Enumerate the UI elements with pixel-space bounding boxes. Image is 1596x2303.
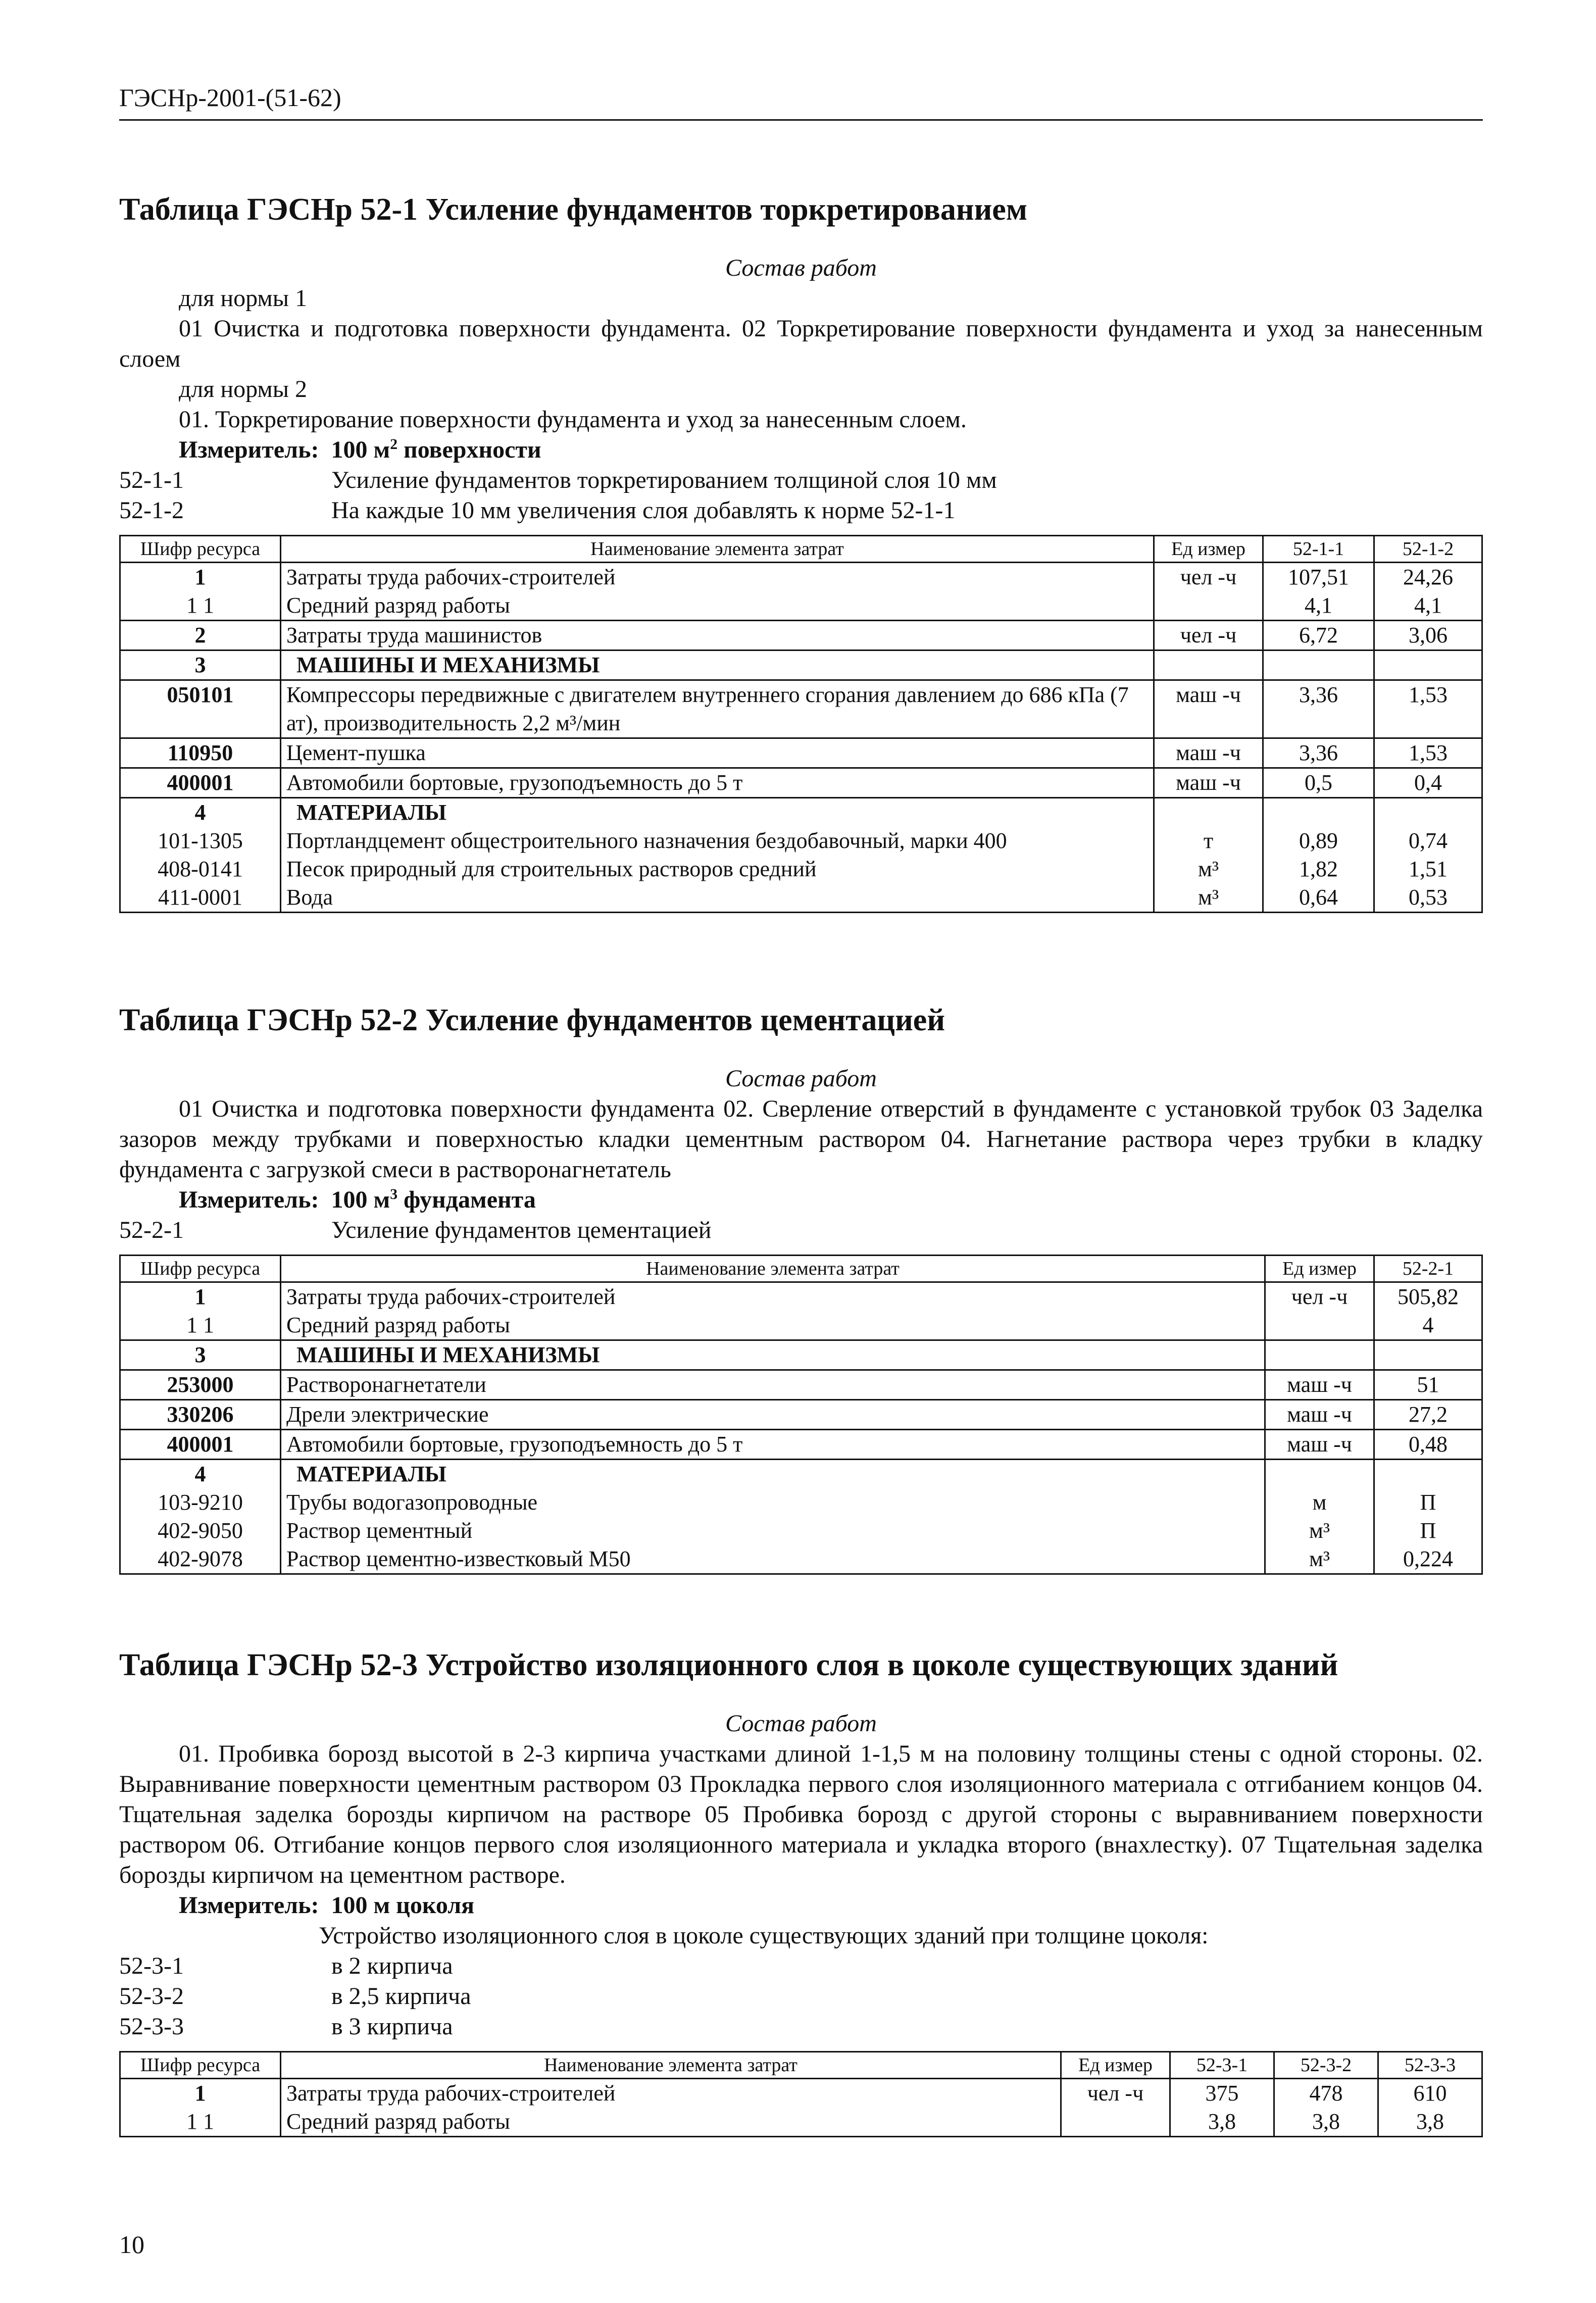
cell-value: 3,8 xyxy=(1378,2108,1482,2137)
norm-row xyxy=(119,1951,1483,1981)
cell-name: Дрели электрические xyxy=(281,1400,1265,1430)
cell-name: Средний разряд работы xyxy=(281,1311,1265,1340)
col-name-header: Наименование элемента затрат xyxy=(281,536,1154,563)
measure-label: Измеритель: xyxy=(179,1186,319,1214)
cell-name: МАТЕРИАЛЫ xyxy=(281,798,1154,827)
cell-name: МАТЕРИАЛЫ xyxy=(281,1460,1265,1489)
cell-code: 402-9050 xyxy=(120,1517,281,1545)
cell-code: 1 xyxy=(120,2079,281,2108)
measure-value: 100 м xyxy=(331,1186,390,1214)
cell-value: 0,4 xyxy=(1374,768,1482,798)
col-norm-header: 52-2-1 xyxy=(1374,1256,1482,1282)
cell-name: Средний разряд работы xyxy=(281,591,1154,621)
cell-code: 101-1305 xyxy=(120,827,281,855)
cell-value: 0,48 xyxy=(1374,1430,1482,1460)
cell-code: 050101 xyxy=(120,680,281,738)
table-row xyxy=(120,621,1482,650)
norm-name: Усиление фундаментов торкретированием толщиной слоя 10 мм xyxy=(331,467,997,494)
col-unit-header: Ед измер xyxy=(1061,2052,1170,2079)
section-52-1 xyxy=(119,192,1483,913)
col-norm-header: 52-3-1 xyxy=(1170,2052,1274,2079)
cell-unit xyxy=(1265,1340,1374,1370)
cell-unit: маш -ч xyxy=(1265,1370,1374,1400)
measure-exponent: 2 xyxy=(390,436,398,453)
cell-value xyxy=(1263,650,1374,680)
work-composition-heading: Состав работ xyxy=(725,255,877,282)
cell-name: Трубы водогазопроводные xyxy=(281,1488,1265,1517)
cell-name: Цемент-пушка xyxy=(281,738,1154,768)
cell-value: 4 xyxy=(1374,1311,1482,1340)
table-row xyxy=(120,768,1482,798)
measure-value: 100 м xyxy=(331,436,390,464)
cell-name: Автомобили бортовые, грузоподъемность до 5 т xyxy=(281,1430,1265,1460)
cell-name: Затраты труда рабочих-строителей xyxy=(281,2079,1061,2108)
norm-code: 52-3-2 xyxy=(119,1983,184,2010)
header-rule xyxy=(119,119,1483,121)
table-body xyxy=(120,2079,1482,2137)
cell-name: Затраты труда машинистов xyxy=(281,621,1154,650)
cell-value: 1,53 xyxy=(1374,738,1482,768)
cell-unit: маш -ч xyxy=(1265,1400,1374,1430)
col-norm-header: 52-1-1 xyxy=(1263,536,1374,563)
running-head: ГЭСНр-2001-(51-62) xyxy=(119,83,341,112)
cell-value: 107,51 xyxy=(1263,563,1374,592)
table-row xyxy=(120,1545,1482,1574)
norm-name: в 3 кирпича xyxy=(331,2013,453,2040)
measure-object: поверхности xyxy=(404,436,541,464)
cell-code: 408-0141 xyxy=(120,855,281,883)
norm-list xyxy=(119,465,1483,526)
cell-value: 51 xyxy=(1374,1370,1482,1400)
cell-value: 24,26 xyxy=(1374,563,1482,592)
norm-row xyxy=(119,2012,1483,2042)
cell-code: 411-0001 xyxy=(120,883,281,913)
cell-name: МАШИНЫ И МЕХАНИЗМЫ xyxy=(281,650,1154,680)
paragraph: 01 Очистка и подготовка поверхности фундамента. 02 Торкретирование поверхности фундамента и уход за нанесенным слоем xyxy=(119,315,1483,373)
cell-name: МАШИНЫ И МЕХАНИЗМЫ xyxy=(281,1340,1265,1370)
cell-code: 2 xyxy=(120,621,281,650)
cell-value: 0,224 xyxy=(1374,1545,1482,1574)
cell-code: 253000 xyxy=(120,1370,281,1400)
measure-label: Измеритель: xyxy=(179,436,319,464)
cell-code: 1 1 xyxy=(120,1311,281,1340)
table-header-row xyxy=(120,1256,1482,1282)
cell-value: 0,89 xyxy=(1263,827,1374,855)
col-code-header: Шифр ресурса xyxy=(120,1256,281,1282)
norm-code: 52-3-3 xyxy=(119,2013,184,2040)
measure-label: Измеритель: xyxy=(179,1892,319,1919)
norm-intro: Устройство изоляционного слоя в цоколе существующих зданий при толщине цоколя: xyxy=(319,1922,1209,1949)
table-row xyxy=(120,798,1482,827)
cell-value xyxy=(1374,798,1482,827)
cell-value: 3,8 xyxy=(1274,2108,1378,2137)
cell-code: 110950 xyxy=(120,738,281,768)
norm-code: 52-2-1 xyxy=(119,1217,184,1244)
cell-name: Компрессоры передвижные с двигателем внутреннего сгорания давлением до 686 кПа (7 ат), производительность 2,2 м³/мин xyxy=(281,680,1154,738)
col-name-header: Наименование элемента затрат xyxy=(281,2052,1061,2079)
norm-name: в 2,5 кирпича xyxy=(331,1983,471,2010)
cell-value: 1,82 xyxy=(1263,855,1374,883)
norm-list xyxy=(119,1951,1483,2042)
cell-unit xyxy=(1265,1460,1374,1489)
paragraph: 01. Торкретирование поверхности фундамента и уход за нанесенным слоем. xyxy=(179,406,967,433)
cell-name: Затраты труда рабочих-строителей xyxy=(281,1282,1265,1312)
cell-unit: м³ xyxy=(1265,1517,1374,1545)
norm-code: 52-1-1 xyxy=(119,467,184,494)
cell-value: 478 xyxy=(1274,2079,1378,2108)
resource-table xyxy=(119,1255,1483,1575)
cell-value: 3,36 xyxy=(1263,680,1374,738)
table-row xyxy=(120,591,1482,621)
cell-unit: т xyxy=(1154,827,1263,855)
table-row xyxy=(120,2079,1482,2108)
col-norm-header: 52-3-3 xyxy=(1378,2052,1482,2079)
cell-name: Песок природный для строительных растворов средний xyxy=(281,855,1154,883)
table-row xyxy=(120,1282,1482,1312)
cell-unit: чел -ч xyxy=(1061,2079,1170,2108)
cell-value: 6,72 xyxy=(1263,621,1374,650)
cell-value: 4,1 xyxy=(1374,591,1482,621)
cell-unit: маш -ч xyxy=(1154,738,1263,768)
table-row xyxy=(120,563,1482,592)
cell-value: 0,5 xyxy=(1263,768,1374,798)
table-row xyxy=(120,650,1482,680)
cell-name: Автомобили бортовые, грузоподъемность до 5 т xyxy=(281,768,1154,798)
cell-unit: маш -ч xyxy=(1265,1430,1374,1460)
cell-value: 505,82 xyxy=(1374,1282,1482,1312)
measure-object: фундамента xyxy=(404,1186,536,1214)
cell-value: 0,64 xyxy=(1263,883,1374,913)
paragraph: 01. Пробивка борозд высотой в 2-3 кирпича участками длиной 1-1,5 м на половину толщины стены с одной стороны. 02. Выравнивание поверхности цементным раствором 03 Прокладка первого слоя изоляционного материала с отгибанием концов 04. Тщательная заделка борозды кирпичом на растворе 05 Пробивка борозд с другой стороны с выравниванием поверхности раствором 06. Отгибание концов первого слоя изоляционного материала и укладка второго (внахлестку). 07 Тщательная заделка борозды кирпичом на цементном растворе. xyxy=(119,1740,1483,1889)
norm-code: 52-1-2 xyxy=(119,497,184,524)
paragraph: 01 Очистка и подготовка поверхности фундамента 02. Сверление отверстий в фундаменте с установкой трубок 03 Заделка зазоров между трубками и поверхностью кладки цементным раствором 04. Нагнетание раствора через трубки в кладку фундамента с загрузкой смеси в растворонагнетатель xyxy=(119,1095,1483,1183)
cell-unit xyxy=(1061,2108,1170,2137)
cell-value: 3,8 xyxy=(1170,2108,1274,2137)
cell-unit: м³ xyxy=(1265,1545,1374,1574)
cell-unit: маш -ч xyxy=(1154,768,1263,798)
cell-value: 0,74 xyxy=(1374,827,1482,855)
cell-code: 402-9078 xyxy=(120,1545,281,1574)
col-norm-header: 52-3-2 xyxy=(1274,2052,1378,2079)
resource-table xyxy=(119,535,1483,913)
measure-exponent: 3 xyxy=(390,1186,398,1203)
norm-row xyxy=(119,495,1483,526)
table-row xyxy=(120,1311,1482,1340)
table-row xyxy=(120,2108,1482,2137)
paragraph: для нормы 2 xyxy=(179,376,308,403)
table-row xyxy=(120,1340,1482,1370)
measure-line xyxy=(119,1185,1483,1215)
norm-row xyxy=(119,1215,1483,1245)
cell-unit xyxy=(1154,650,1263,680)
cell-code: 400001 xyxy=(120,1430,281,1460)
cell-name: Раствор цементно-известковый М50 xyxy=(281,1545,1265,1574)
cell-unit: м³ xyxy=(1154,883,1263,913)
norm-name: в 2 кирпича xyxy=(331,1952,453,1980)
cell-value: П xyxy=(1374,1488,1482,1517)
cell-code: 1 xyxy=(120,563,281,592)
cell-code: 330206 xyxy=(120,1400,281,1430)
table-row xyxy=(120,827,1482,855)
work-composition-heading: Состав работ xyxy=(725,1065,877,1092)
cell-value: 0,53 xyxy=(1374,883,1482,913)
paragraph: для нормы 1 xyxy=(179,285,308,312)
cell-code: 1 xyxy=(120,1282,281,1312)
cell-value: 375 xyxy=(1170,2079,1274,2108)
cell-name: Портландцемент общестроительного назначения бездобавочный, марки 400 xyxy=(281,827,1154,855)
table-row xyxy=(120,738,1482,768)
cell-value: 1,51 xyxy=(1374,855,1482,883)
cell-name: Вода xyxy=(281,883,1154,913)
cell-value xyxy=(1263,798,1374,827)
table-row xyxy=(120,1460,1482,1489)
table-row xyxy=(120,1400,1482,1430)
cell-unit: м xyxy=(1265,1488,1374,1517)
cell-name: Средний разряд работы xyxy=(281,2108,1061,2137)
cell-value: 3,06 xyxy=(1374,621,1482,650)
col-name-header: Наименование элемента затрат xyxy=(281,1256,1265,1282)
norm-name: Усиление фундаментов цементацией xyxy=(331,1217,712,1244)
cell-unit: маш -ч xyxy=(1154,680,1263,738)
cell-unit xyxy=(1265,1311,1374,1340)
resource-table xyxy=(119,2051,1483,2137)
col-unit-header: Ед измер xyxy=(1265,1256,1374,1282)
cell-unit xyxy=(1154,798,1263,827)
cell-value: 3,36 xyxy=(1263,738,1374,768)
measure-line xyxy=(119,1890,1483,1921)
cell-code: 4 xyxy=(120,1460,281,1489)
norm-code: 52-3-1 xyxy=(119,1952,184,1980)
table-row xyxy=(120,680,1482,738)
table-row xyxy=(120,1517,1482,1545)
cell-code: 400001 xyxy=(120,768,281,798)
section-52-2 xyxy=(119,1003,1483,1575)
table-row xyxy=(120,855,1482,883)
cell-value xyxy=(1374,1460,1482,1489)
section-52-3 xyxy=(119,1647,1483,2137)
table-body xyxy=(120,563,1482,913)
section-title: Таблица ГЭСНр 52-3 Устройство изоляционного слоя в цоколе существующих зданий xyxy=(119,1648,1338,1682)
section-title: Таблица ГЭСНр 52-2 Усиление фундаментов цементацией xyxy=(119,1003,945,1037)
cell-name: Растворонагнетатели xyxy=(281,1370,1265,1400)
measure-value: 100 м цоколя xyxy=(331,1892,475,1919)
col-unit-header: Ед измер xyxy=(1154,536,1263,563)
cell-unit: чел -ч xyxy=(1154,621,1263,650)
table-row xyxy=(120,1370,1482,1400)
cell-value xyxy=(1374,650,1482,680)
cell-value xyxy=(1374,1340,1482,1370)
cell-name: Раствор цементный xyxy=(281,1517,1265,1545)
cell-code: 3 xyxy=(120,1340,281,1370)
table-row xyxy=(120,1488,1482,1517)
cell-code: 4 xyxy=(120,798,281,827)
cell-value: 1,53 xyxy=(1374,680,1482,738)
cell-code: 103-9210 xyxy=(120,1488,281,1517)
cell-code: 1 1 xyxy=(120,2108,281,2137)
cell-value: 27,2 xyxy=(1374,1400,1482,1430)
page-number: 10 xyxy=(119,2230,144,2259)
norm-row xyxy=(119,1981,1483,2012)
table-row xyxy=(120,883,1482,913)
cell-value: 4,1 xyxy=(1263,591,1374,621)
table-body xyxy=(120,1282,1482,1574)
cell-unit xyxy=(1154,591,1263,621)
cell-unit: чел -ч xyxy=(1265,1282,1374,1312)
table-row xyxy=(120,1430,1482,1460)
cell-code: 1 1 xyxy=(120,591,281,621)
norm-list xyxy=(119,1215,1483,1245)
cell-name: Затраты труда рабочих-строителей xyxy=(281,563,1154,592)
cell-unit: м³ xyxy=(1154,855,1263,883)
col-code-header: Шифр ресурса xyxy=(120,536,281,563)
cell-value: П xyxy=(1374,1517,1482,1545)
col-code-header: Шифр ресурса xyxy=(120,2052,281,2079)
cell-value: 610 xyxy=(1378,2079,1482,2108)
col-norm-header: 52-1-2 xyxy=(1374,536,1482,563)
table-header-row xyxy=(120,2052,1482,2079)
work-composition-heading: Состав работ xyxy=(725,1710,877,1737)
cell-unit: чел -ч xyxy=(1154,563,1263,592)
norm-name: На каждые 10 мм увеличения слоя добавлять к норме 52-1-1 xyxy=(331,497,956,524)
table-header-row xyxy=(120,536,1482,563)
section-title: Таблица ГЭСНр 52-1 Усиление фундаментов торкретированием xyxy=(119,192,1028,227)
cell-code: 3 xyxy=(120,650,281,680)
norm-row xyxy=(119,465,1483,495)
measure-line xyxy=(119,435,1483,465)
